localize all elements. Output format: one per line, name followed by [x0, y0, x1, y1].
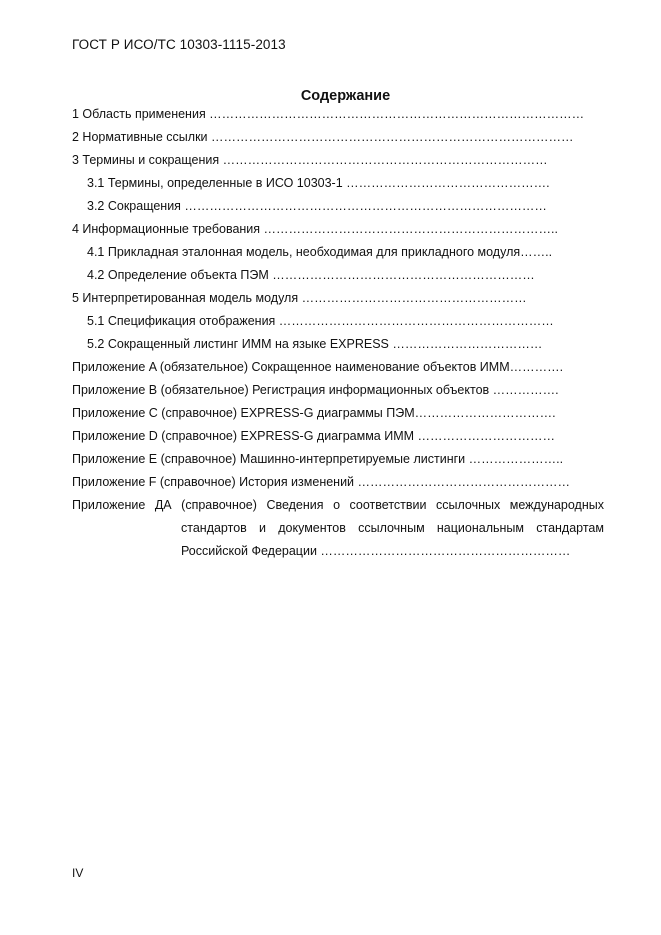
page-title: Содержание: [300, 88, 391, 104]
annex-da-word: национальным: [436, 521, 524, 535]
toc-entry[interactable]: [72, 151, 548, 169]
toc-entry[interactable]: [72, 404, 556, 422]
document-header: ГОСТ Р ИСО/ТС 10303-1115-2013: [72, 37, 286, 52]
toc-entry-text: 5 Интерпретированная модель модуля ………………………………………………: [72, 291, 527, 305]
toc-entry[interactable]: [72, 473, 570, 491]
toc-entry-annex-da-line-2[interactable]: [181, 519, 604, 537]
annex-da-word: Приложение: [72, 498, 146, 512]
toc-entry-text: Приложение B (обязательное) Регистрация информационных объектов …………….: [72, 383, 559, 397]
toc-entry[interactable]: [72, 358, 563, 376]
annex-da-word: международных: [509, 498, 604, 512]
toc-entry-text: 4.2 Определение объекта ПЭМ ………………………………………………………: [87, 268, 535, 282]
toc-entry[interactable]: [87, 266, 535, 284]
toc-entry[interactable]: [87, 335, 542, 353]
annex-da-word: ссылочным: [358, 521, 425, 535]
toc-entry-text: 5.1 Спецификация отображения …………………………………………………………: [87, 314, 554, 328]
toc-entry-text: Приложение C (справочное) EXPRESS-G диаграммы ПЭМ…………………………….: [72, 406, 556, 420]
toc-entry[interactable]: [72, 289, 527, 307]
toc-entry[interactable]: [87, 174, 550, 192]
toc-entry[interactable]: [87, 312, 554, 330]
toc-entry-text: Приложение D (справочное) EXPRESS-G диаграмма ИММ ……………………………: [72, 429, 556, 443]
toc-entry[interactable]: [72, 381, 559, 399]
page-number: IV: [72, 866, 84, 880]
toc-entry-text: 3.2 Сокращения ……………………………………………………………………………: [87, 199, 547, 213]
toc-entry[interactable]: [72, 128, 574, 146]
toc-entry-text: Приложение E (справочное) Машинно-интерпретируемые листинги …………………..: [72, 452, 564, 466]
toc-entry-text: 3.1 Термины, определенные в ИСО 10303-1 ………………………………………….: [87, 176, 550, 190]
annex-da-word: ссылочных: [436, 498, 501, 512]
annex-da-word: стандартов: [181, 521, 247, 535]
annex-da-word: (справочное): [181, 498, 257, 512]
toc-entry[interactable]: [87, 197, 547, 215]
toc-entry-text: Приложение A (обязательное) Сокращенное наименование объектов ИММ………….: [72, 360, 564, 374]
toc-entry-text: Приложение F (справочное) История изменений ……………………………………………: [72, 475, 571, 489]
toc-entry[interactable]: [87, 243, 552, 261]
toc-entry-annex-da-line-3[interactable]: [181, 542, 570, 560]
annex-da-word: стандартам: [536, 521, 604, 535]
toc-entry-text: 3 Термины и сокращения ……………………………………………………………………: [72, 153, 548, 167]
toc-entry-annex-da[interactable]: [72, 496, 604, 514]
toc-entry-text: 4.1 Прикладная эталонная модель, необходимая для прикладного модуля……..: [87, 245, 553, 259]
toc-entry[interactable]: [72, 220, 558, 238]
toc-entry-text: 1 Область применения ………………………………………………………………………………: [72, 107, 585, 121]
toc-entry[interactable]: [72, 450, 563, 468]
toc-entry-text: 2 Нормативные ссылки ……………………………………………………………………………: [72, 130, 574, 144]
annex-da-word: о: [333, 498, 341, 512]
annex-da-word: и: [259, 521, 267, 535]
annex-da-word: ДА: [154, 498, 172, 512]
toc-entry-text: 4 Информационные требования ……………………………………………………………..: [72, 222, 558, 236]
toc-entry-text: Российской Федерации ……………………………………………………: [181, 544, 571, 558]
annex-da-word: соответствии: [349, 498, 427, 512]
toc-entry-text: 5.2 Сокращенный листинг ИММ на языке EXPRESS ………………………………: [87, 337, 543, 351]
annex-da-word: документов: [278, 521, 346, 535]
toc-entry[interactable]: [72, 427, 555, 445]
annex-da-word: Сведения: [266, 498, 324, 512]
toc-entry[interactable]: [72, 105, 584, 123]
